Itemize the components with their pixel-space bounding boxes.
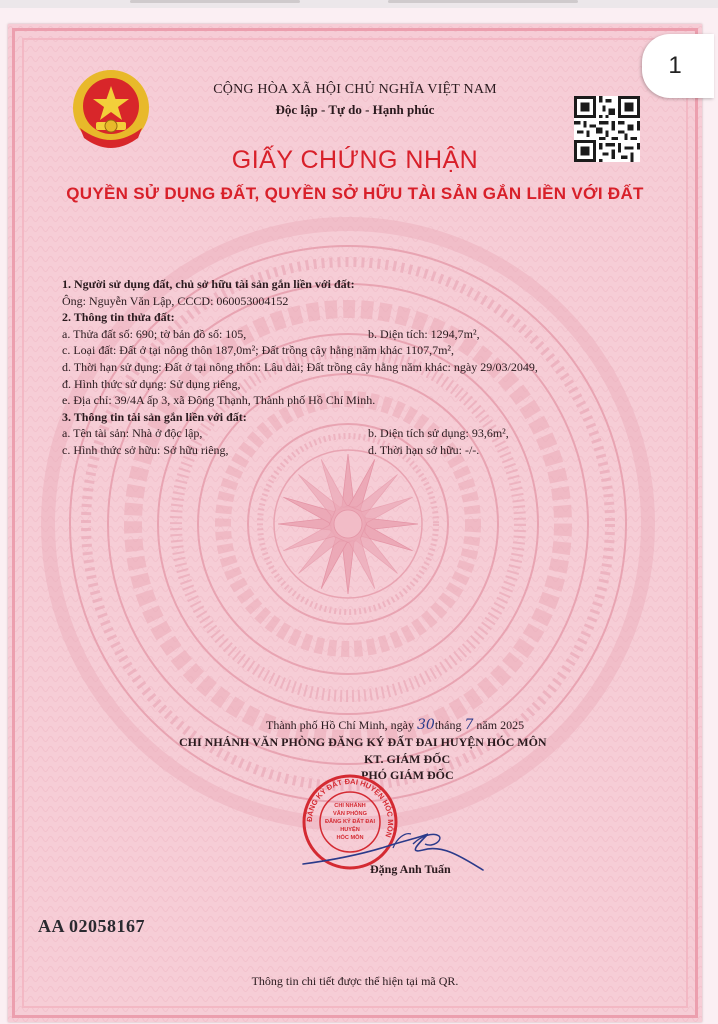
nation-name: CỘNG HÒA XÃ HỘI CHỦ NGHĨA VIỆT NAM xyxy=(213,82,497,97)
serial-number: AA 02058167 xyxy=(38,916,146,936)
issue-day-handwritten: 30 xyxy=(417,717,435,733)
floor-area: b. Diện tích sử dụng: 93,6m², xyxy=(368,426,509,441)
qr-footer-note: Thông tin chi tiết được thể hiện tại mã QR. xyxy=(251,974,459,988)
certificate-body xyxy=(62,276,538,459)
issue-month-handwritten: 7 xyxy=(464,717,474,733)
ownership-form: c. Hình thức sở hữu: Sở hữu riêng, xyxy=(62,442,229,457)
asset-row-1 xyxy=(62,425,538,442)
parcel-row xyxy=(62,326,538,343)
certificate-subtitle: QUYỀN SỬ DỤNG ĐẤT, QUYỀN SỞ HỮU TÀI SẢN GẮN LIỀN VỚI ĐẤT xyxy=(66,184,644,203)
land-use-term: d. Thời hạn sử dụng: Đất ở tại nông thôn: Lâu dài; Đất trồng cây hằng năm khác: ngày 29/03/2049, xyxy=(62,359,538,374)
seal-line-3: ĐĂNG KÝ ĐẤT ĐAI xyxy=(324,819,376,825)
toolbar-handle-left xyxy=(130,0,300,3)
issue-year: năm 2025 xyxy=(476,718,525,732)
ownership-term: d. Thời hạn sở hữu: -/-. xyxy=(368,442,480,457)
section-3-heading: 3. Thông tin tài sản gắn liền với đất: xyxy=(62,409,247,424)
toolbar-handle-right xyxy=(388,0,578,3)
issuing-office: CHI NHÁNH VĂN PHÒNG ĐĂNG KÝ ĐẤT ĐAI HUYỆN HÓC MÔN xyxy=(179,735,547,749)
parcel-number: a. Thửa đất số: 690; tờ bản đồ số: 105, xyxy=(62,326,247,341)
asset-name: a. Tên tài sản: Nhà ở độc lập, xyxy=(62,426,203,441)
signer-name: Đặng Anh Tuấn xyxy=(370,862,451,876)
parcel-area: b. Diện tích: 1294,7m², xyxy=(368,326,480,341)
national-motto: Độc lập - Tự do - Hạnh phúc xyxy=(275,102,435,117)
usage-form: đ. Hình thức sử dụng: Sử dụng riêng, xyxy=(62,376,241,391)
seal-line-4: HUYỆN xyxy=(340,827,360,833)
seal-line-2: VĂN PHÒNG xyxy=(333,811,367,817)
section-2-heading: 2. Thông tin thửa đất: xyxy=(62,310,175,325)
owner-line: Ông: Nguyễn Văn Lập, CCCD: 060053004152 xyxy=(62,293,289,308)
asset-row-2 xyxy=(62,442,538,459)
issue-date xyxy=(266,717,524,733)
month-label: tháng xyxy=(434,718,462,732)
browser-top-strip xyxy=(0,0,718,8)
page-number-badge[interactable]: 1 xyxy=(642,34,714,98)
seal-line-1: CHI NHÁNH xyxy=(334,803,366,809)
seal-ring-text: ĐĂNG KÝ ĐẤT ĐAI HUYỆN HÓC MÔN xyxy=(304,776,396,839)
deputy-director-title: PHÓ GIÁM ĐỐC xyxy=(361,768,454,782)
land-certificate-document xyxy=(8,24,702,1022)
certificate-title: GIẤY CHỨNG NHẬN xyxy=(231,146,479,174)
section-1-heading: 1. Người sử dụng đất, chủ sở hữu tài sản gắn liền với đất: xyxy=(62,277,355,291)
issue-place: Thành phố Hồ Chí Minh, ngày xyxy=(266,718,414,732)
seal-line-5: HÓC MÔN xyxy=(336,835,364,841)
parcel-address: e. Địa chỉ: 39/4A ấp 3, xã Đông Thạnh, Thành phố Hồ Chí Minh. xyxy=(62,393,376,408)
land-type: c. Loại đất: Đất ở tại nông thôn 187,0m²; Đất trồng cây hằng năm khác 1107,7m², xyxy=(62,343,455,358)
on-behalf-director: KT. GIÁM ĐỐC xyxy=(364,752,451,766)
